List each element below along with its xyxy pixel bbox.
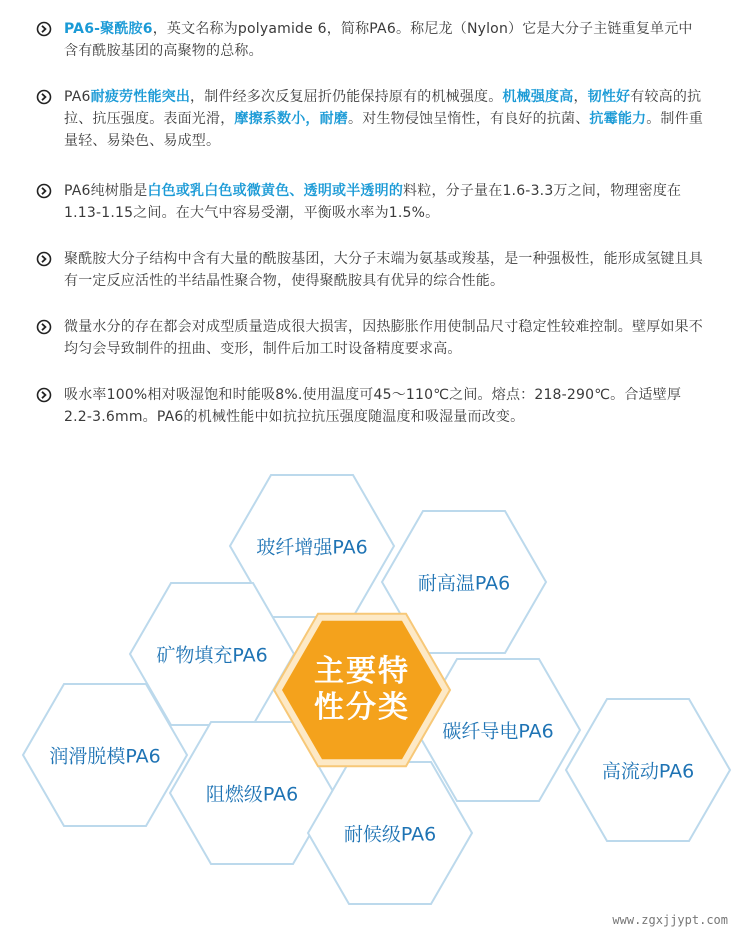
text-run: PA6纯树脂是 xyxy=(64,183,148,199)
feature-hexagon-diagram xyxy=(0,448,750,918)
paragraph xyxy=(36,18,706,62)
text-run: ，英文名称为polyamide 6，简称PA6。称尼龙（Nylon）它是大分子主链重复单元中含有酰胺基团的高聚物的总称。 xyxy=(64,21,693,59)
center-hexagon-label xyxy=(314,654,410,726)
paragraph-text xyxy=(64,18,706,62)
center-label-line: 性分类 xyxy=(314,690,410,725)
paragraph-text xyxy=(64,86,706,152)
paragraph xyxy=(36,86,706,152)
text-run: 料粒，分子量在1.6-3.3万之间，物理密度在1.13-1.15之间。在大气中容易受潮，平衡吸水率为1.5%。 xyxy=(64,183,682,221)
hexagon-label: 阻燃级PA6 xyxy=(205,783,299,806)
circle-arrow-right-icon xyxy=(36,183,52,199)
hexagon-label: 高流动PA6 xyxy=(601,760,695,783)
circle-arrow-right-icon xyxy=(36,319,52,335)
text-run: 。制件重量轻、易染色、易成型。 xyxy=(64,111,704,149)
text-run: ， xyxy=(573,89,588,105)
text-run: 有较高的抗拉、抗压强度。表面光滑， xyxy=(64,89,702,127)
watermark: www.zgxjjypt.com xyxy=(612,913,728,927)
hexagon-label: 碳纤导电PA6 xyxy=(442,720,554,743)
center-label-line: 主要特 xyxy=(314,654,410,689)
hexagon-label: 玻纤增强PA6 xyxy=(256,536,368,559)
highlighted-text: 耐疲劳性能突出 xyxy=(90,89,191,105)
hexagon-label: 耐候级PA6 xyxy=(343,823,437,846)
text-run: 。对生物侵蚀呈惰性，有良好的抗菌、 xyxy=(348,111,590,127)
text-run: 微量水分的存在都会对成型质量造成很大损害，因热膨胀作用使制品尺寸稳定性较难控制。壁厚如果不均匀会导致制件的扭曲、变形，制件后加工时设备精度要求高。 xyxy=(64,319,703,357)
highlighted-text: 韧性好 xyxy=(587,89,631,105)
highlighted-text: 摩擦系数小，耐磨 xyxy=(234,111,349,127)
circle-arrow-right-icon xyxy=(36,251,52,267)
circle-arrow-right-icon xyxy=(36,89,52,105)
hexagon-label: 矿物填充PA6 xyxy=(156,644,268,667)
highlighted-text: PA6-聚酰胺6 xyxy=(64,21,153,37)
paragraph xyxy=(36,316,706,360)
hexagon-label: 耐高温PA6 xyxy=(417,572,511,595)
circle-arrow-right-icon xyxy=(36,21,52,37)
paragraph-text xyxy=(64,384,706,428)
paragraph-text xyxy=(64,180,706,224)
highlighted-text: 抗霉能力 xyxy=(589,111,647,127)
highlighted-text: 机械强度高 xyxy=(502,89,574,105)
text-run: 吸水率100%相对吸湿饱和时能吸8%.使用温度可45～110℃之间。熔点：218-290℃。合适壁厚2.2-3.6mm。PA6的机械性能中如抗拉抗压强度随温度和吸湿量而改变。 xyxy=(64,387,682,425)
paragraph-text xyxy=(64,316,706,360)
text-run: ，制件经多次反复屈折仍能保持原有的机械强度。 xyxy=(190,89,503,105)
paragraph xyxy=(36,384,706,428)
text-run: PA6 xyxy=(64,89,91,105)
paragraph xyxy=(36,180,706,224)
hexagon-label: 润滑脱模PA6 xyxy=(49,745,161,768)
text-run: 聚酰胺大分子结构中含有大量的酰胺基团，大分子末端为氨基或羧基，是一种强极性，能形成氢键且具有一定反应活性的半结晶性聚合物，使得聚酰胺具有优异的综合性能。 xyxy=(64,251,703,289)
paragraph-text xyxy=(64,248,706,292)
paragraph xyxy=(36,248,706,292)
highlighted-text: 白色或乳白色或微黄色、透明或半透明的 xyxy=(147,183,404,199)
circle-arrow-right-icon xyxy=(36,387,52,403)
